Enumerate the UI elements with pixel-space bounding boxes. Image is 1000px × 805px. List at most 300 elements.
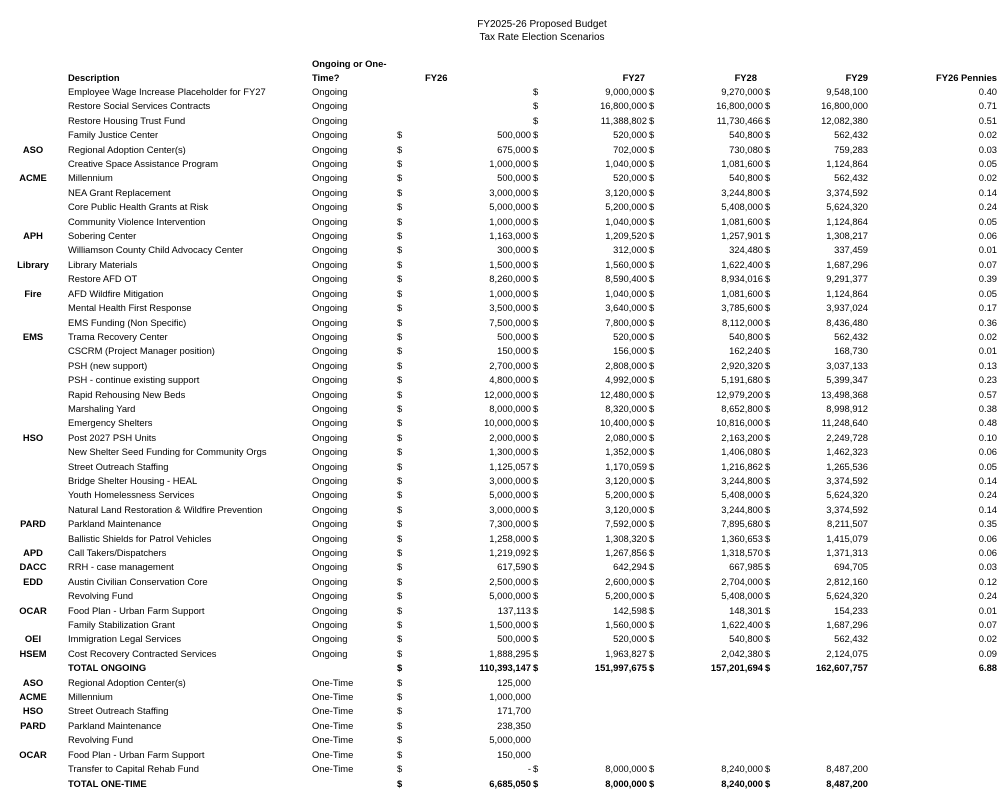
type-cell: Ongoing	[312, 230, 348, 242]
fy27-dollar-sign: $	[533, 86, 539, 97]
fy26-dollar-sign: $	[397, 287, 403, 299]
fy26-dollar-sign: $	[397, 719, 403, 731]
fy29-dollar-sign: $	[765, 518, 771, 530]
fy27-amount	[561, 676, 647, 690]
fy26-amount: 1,300,000	[489, 446, 531, 458]
fy29-amount: 562,432	[834, 330, 868, 342]
fy26-amount: 5,000,000	[489, 201, 531, 213]
header-fy28: FY28	[734, 72, 757, 83]
fy28-dollar-sign: $	[649, 417, 655, 429]
fy28-amount: 1,216,862	[721, 460, 763, 472]
type-cell: One-Time	[312, 748, 354, 760]
fy27-dollar-sign: $	[533, 230, 539, 242]
fy26-dollar-sign: $	[397, 503, 403, 515]
table-row	[0, 128, 1000, 142]
fy27-amount: 8,320,000	[605, 402, 647, 414]
fy29-dollar-sign: $	[765, 489, 771, 501]
type-cell: Ongoing	[312, 402, 348, 414]
fy26-amount	[447, 114, 531, 128]
fy26-dollar-sign: $	[397, 302, 403, 314]
table-row	[0, 85, 1000, 99]
description-cell: Food Plan - Urban Farm Support	[68, 604, 205, 616]
header-fy27: FY27	[622, 72, 645, 83]
fy27-dollar-sign: $	[533, 777, 539, 789]
fy28-dollar-sign: $	[649, 489, 655, 501]
table-row	[0, 575, 1000, 589]
fy27-dollar-sign: $	[533, 474, 539, 486]
fy26-dollar-sign: $	[397, 532, 403, 544]
fy28-dollar-sign	[647, 690, 677, 704]
description-cell: Rapid Rehousing New Beds	[68, 388, 186, 400]
type-cell: Ongoing	[312, 273, 348, 285]
department-cell	[0, 445, 66, 459]
fy26-dollar-sign: $	[397, 201, 403, 213]
fy26-dollar-sign: $	[397, 777, 403, 789]
table-row	[0, 748, 1000, 762]
type-cell: One-Time	[312, 719, 354, 731]
description-cell: Ballistic Shields for Patrol Vehicles	[68, 532, 212, 544]
pennies-cell: 0.14	[978, 503, 997, 515]
fy28-amount: 2,163,200	[721, 431, 763, 443]
type-cell: Ongoing	[312, 446, 348, 458]
fy26-amount: 500,000	[497, 330, 531, 342]
type-cell: Ongoing	[312, 431, 348, 443]
fy26-dollar-sign: $	[397, 590, 403, 602]
department-cell: OCAR	[19, 604, 47, 616]
description-cell: Williamson County Child Advocacy Center	[68, 244, 244, 256]
fy27-amount: 520,000	[613, 633, 647, 645]
fy26-dollar-sign: $	[397, 647, 403, 659]
description-cell: Community Violence Intervention	[68, 215, 206, 227]
department-cell	[0, 488, 66, 502]
fy29-amount	[793, 690, 868, 704]
fy26-dollar-sign: $	[397, 388, 403, 400]
description-cell: Regional Adoption Center(s)	[68, 676, 186, 688]
fy29-amount: 1,687,296	[826, 619, 868, 631]
fy29-amount	[793, 748, 868, 762]
description-cell: Natural Land Restoration & Wildfire Prevention	[68, 503, 263, 515]
type-cell: Ongoing	[312, 100, 348, 112]
type-cell: Ongoing	[312, 302, 348, 314]
fy28-dollar-sign: $	[649, 86, 655, 97]
fy28-amount: 2,704,000	[721, 575, 763, 587]
fy26-amount: 1,500,000	[489, 258, 531, 270]
table-row	[0, 373, 1000, 387]
fy27-dollar-sign: $	[533, 374, 539, 386]
table-row	[0, 171, 1000, 185]
fy27-amount: 1,170,059	[605, 460, 647, 472]
fy26-amount: 1,125,057	[489, 460, 531, 472]
fy27-dollar-sign: $	[533, 186, 539, 198]
description-cell: Family Stabilization Grant	[68, 619, 175, 631]
fy28-amount: 3,244,800	[721, 503, 763, 515]
fy26-amount: 1,000,000	[489, 691, 531, 703]
fy29-dollar-sign	[763, 748, 793, 762]
fy28-dollar-sign	[647, 704, 677, 718]
fy26-amount: 7,500,000	[489, 316, 531, 328]
pennies-cell: 0.05	[978, 287, 997, 299]
fy28-amount: 5,408,000	[721, 201, 763, 213]
fy28-dollar-sign: $	[649, 302, 655, 314]
fy29-amount: 562,432	[834, 172, 868, 184]
department-cell: EMS	[22, 330, 44, 342]
pennies-cell: 0.36	[978, 316, 997, 328]
fy28-dollar-sign: $	[649, 359, 655, 371]
department-cell: EDD	[23, 575, 43, 587]
fy28-amount: 3,785,600	[721, 302, 763, 314]
fy29-amount: 5,624,320	[826, 201, 868, 213]
fy26-dollar-sign: $	[397, 158, 403, 170]
table-row	[0, 719, 1000, 733]
table-row	[0, 243, 1000, 257]
department-cell	[0, 128, 66, 142]
fy29-dollar-sign: $	[765, 86, 771, 97]
fy26-amount: 2,500,000	[489, 575, 531, 587]
fy28-amount: 1,622,400	[721, 258, 763, 270]
table-row	[0, 517, 1000, 531]
fy27-amount: 5,200,000	[605, 489, 647, 501]
fy28-dollar-sign: $	[649, 143, 655, 155]
type-cell: Ongoing	[312, 647, 348, 659]
type-cell: Ongoing	[312, 172, 348, 184]
fy26-dollar-sign	[395, 99, 447, 113]
type-cell: Ongoing	[312, 330, 348, 342]
fy28-dollar-sign: $	[649, 287, 655, 299]
fy29-dollar-sign: $	[765, 100, 771, 112]
table-row	[0, 431, 1000, 445]
fy26-amount: 3,000,000	[489, 503, 531, 515]
page-title	[0, 18, 1000, 44]
fy29-dollar-sign	[763, 704, 793, 718]
fy26-dollar-sign: $	[397, 561, 403, 573]
fy26-amount: 171,700	[497, 705, 531, 717]
fy26-amount: 3,000,000	[489, 186, 531, 198]
department-cell	[0, 316, 66, 330]
fy26-dollar-sign: $	[397, 619, 403, 631]
fy29-dollar-sign: $	[765, 431, 771, 443]
fy26-dollar-sign: $	[397, 129, 403, 141]
fy28-dollar-sign	[647, 676, 677, 690]
fy27-amount: 3,640,000	[605, 302, 647, 314]
department-cell	[0, 85, 66, 99]
fy29-amount: 759,283	[834, 143, 868, 155]
fy29-amount: 162,607,757	[815, 662, 868, 674]
type-cell: One-Time	[312, 734, 354, 746]
fy28-dollar-sign: $	[649, 633, 655, 645]
type-cell: Ongoing	[312, 86, 348, 97]
table-row	[0, 589, 1000, 603]
description-cell: Street Outreach Staffing	[68, 460, 169, 472]
fy26-dollar-sign: $	[397, 575, 403, 587]
department-cell: DACC	[19, 561, 47, 573]
fy29-amount: 3,037,133	[826, 359, 868, 371]
table-row	[0, 532, 1000, 546]
description-cell: Mental Health First Response	[68, 302, 192, 314]
description-cell: Revolving Fund	[68, 590, 134, 602]
description-cell: PSH - continue existing support	[68, 374, 200, 386]
type-cell: Ongoing	[312, 547, 348, 558]
description-cell: RRH - case management	[68, 561, 174, 573]
type-cell: Ongoing	[312, 258, 348, 270]
fy28-dollar-sign: $	[649, 114, 655, 126]
fy26-amount: 617,590	[497, 561, 531, 573]
fy28-amount: 8,240,000	[721, 777, 763, 789]
fy28-amount: 9,270,000	[721, 86, 763, 97]
department-cell	[0, 460, 66, 474]
pennies-cell: 0.05	[978, 158, 997, 170]
fy29-dollar-sign: $	[765, 633, 771, 645]
pennies-cell: 0.35	[978, 518, 997, 530]
type-cell: Ongoing	[312, 359, 348, 371]
type-cell: Ongoing	[312, 489, 348, 501]
table-row	[0, 733, 1000, 747]
fy26-amount: 110,393,147	[479, 662, 531, 674]
pennies-cell: 0.24	[978, 489, 997, 501]
description-cell: PSH (new support)	[68, 359, 148, 371]
table-row	[0, 388, 1000, 402]
table-row	[0, 330, 1000, 344]
fy27-dollar-sign: $	[533, 518, 539, 530]
fy29-dollar-sign: $	[765, 619, 771, 631]
fy28-amount: 540,800	[729, 129, 763, 141]
fy28-amount: 667,985	[729, 561, 763, 573]
type-cell: Ongoing	[312, 316, 348, 328]
description-cell: Employee Wage Increase Placeholder for FY27	[68, 86, 266, 97]
fy28-amount: 148,301	[729, 604, 763, 616]
fy28-dollar-sign: $	[649, 474, 655, 486]
fy28-dollar-sign: $	[649, 129, 655, 141]
fy28-amount: 8,112,000	[721, 316, 763, 328]
department-cell: Library	[17, 258, 49, 270]
fy29-amount: 1,265,536	[826, 460, 868, 472]
department-cell: PARD	[20, 719, 46, 731]
fy29-amount: 1,415,079	[826, 532, 868, 544]
fy29-dollar-sign: $	[765, 503, 771, 515]
fy28-amount: 3,244,800	[721, 186, 763, 198]
fy26-amount: 3,000,000	[489, 474, 531, 486]
title-line-1: FY2025-26 Proposed Budget	[477, 19, 607, 30]
pennies-cell: 0.06	[978, 547, 997, 558]
department-cell: ACME	[19, 691, 47, 703]
pennies-cell: 0.14	[978, 474, 997, 486]
department-cell: PARD	[20, 518, 46, 530]
fy29-dollar-sign: $	[765, 302, 771, 314]
fy27-dollar-sign: $	[533, 330, 539, 342]
department-cell: HSO	[22, 431, 44, 443]
fy27-amount: 1,209,520	[605, 230, 647, 242]
fy27-dollar-sign: $	[533, 417, 539, 429]
fy26-amount: 125,000	[497, 676, 531, 688]
fy29-dollar-sign: $	[765, 186, 771, 198]
type-cell: Ongoing	[312, 417, 348, 429]
table-row	[0, 546, 1000, 560]
pennies-cell: 0.38	[978, 402, 997, 414]
fy29-dollar-sign: $	[765, 547, 771, 558]
description-cell: Regional Adoption Center(s)	[68, 143, 186, 155]
pennies-cell: 0.02	[978, 129, 997, 141]
fy28-amount: 8,652,800	[721, 402, 763, 414]
fy26-amount: 1,219,092	[489, 547, 531, 558]
fy28-dollar-sign: $	[649, 460, 655, 472]
table-row	[0, 316, 1000, 330]
type-cell: Ongoing	[312, 129, 348, 141]
type-cell: Ongoing	[312, 143, 348, 155]
table-row	[0, 632, 1000, 646]
fy29-amount: 2,249,728	[826, 431, 868, 443]
fy27-amount: 3,120,000	[605, 503, 647, 515]
fy28-dollar-sign	[647, 719, 677, 733]
fy28-dollar-sign	[647, 748, 677, 762]
fy26-amount: 2,700,000	[489, 359, 531, 371]
description-cell: Parkland Maintenance	[68, 518, 162, 530]
fy27-amount: 2,808,000	[605, 359, 647, 371]
fy27-dollar-sign: $	[533, 359, 539, 371]
fy28-dollar-sign: $	[649, 258, 655, 270]
fy29-amount: 1,124,864	[826, 287, 868, 299]
fy29-amount: 11,248,640	[821, 417, 868, 429]
pennies-cell: 0.02	[978, 172, 997, 184]
fy29-dollar-sign: $	[765, 388, 771, 400]
department-cell	[0, 99, 66, 113]
table-row	[0, 215, 1000, 229]
fy27-dollar-sign	[531, 719, 561, 733]
description-cell: Call Takers/Dispatchers	[68, 547, 167, 558]
fy26-amount: 675,000	[497, 143, 531, 155]
fy26-amount: 12,000,000	[484, 388, 531, 400]
department-cell	[0, 388, 66, 402]
fy26-amount: 5,000,000	[489, 734, 531, 746]
fy27-dollar-sign: $	[533, 460, 539, 472]
fy29-dollar-sign: $	[765, 604, 771, 616]
fy29-amount: 168,730	[834, 345, 868, 357]
department-cell: ASO	[22, 143, 44, 155]
fy27-amount: 11,388,802	[600, 114, 647, 126]
fy29-amount: 3,374,592	[826, 474, 868, 486]
table-row	[0, 762, 1000, 776]
fy27-dollar-sign: $	[533, 662, 539, 674]
fy26-amount: 3,500,000	[489, 302, 531, 314]
description-cell: Street Outreach Staffing	[68, 705, 169, 717]
fy27-dollar-sign: $	[533, 172, 539, 184]
fy28-amount: 1,318,570	[721, 547, 763, 558]
table-row	[0, 474, 1000, 488]
description-cell: Restore Social Services Contracts	[68, 100, 211, 112]
type-cell: Ongoing	[312, 388, 348, 400]
fy27-dollar-sign: $	[533, 647, 539, 659]
description-cell: EMS Funding (Non Specific)	[68, 316, 187, 328]
fy28-amount: 12,979,200	[716, 388, 763, 400]
table-row	[0, 157, 1000, 171]
table-row	[0, 186, 1000, 200]
fy29-dollar-sign	[763, 690, 793, 704]
table-row	[0, 604, 1000, 618]
fy27-amount	[561, 719, 647, 733]
fy27-dollar-sign: $	[533, 489, 539, 501]
table-row	[0, 344, 1000, 358]
department-cell	[0, 532, 66, 546]
pennies-cell: 0.03	[978, 143, 997, 155]
fy28-amount: 1,406,080	[721, 446, 763, 458]
fy26-dollar-sign: $	[397, 143, 403, 155]
description-cell: Restore AFD OT	[68, 273, 138, 285]
fy29-dollar-sign: $	[765, 561, 771, 573]
type-cell: One-Time	[312, 705, 354, 717]
fy27-amount: 1,040,000	[605, 287, 647, 299]
fy28-dollar-sign: $	[649, 345, 655, 357]
table-row	[0, 143, 1000, 157]
fy28-dollar-sign: $	[649, 503, 655, 515]
department-cell	[0, 359, 66, 373]
fy26-amount: 1,258,000	[489, 532, 531, 544]
fy26-amount: 1,163,000	[489, 230, 531, 242]
fy28-dollar-sign: $	[649, 446, 655, 458]
description-cell: Post 2027 PSH Units	[68, 431, 157, 443]
fy28-dollar-sign: $	[649, 388, 655, 400]
fy26-amount: 1,888,295	[489, 647, 531, 659]
description-cell: Cost Recovery Contracted Services	[68, 647, 217, 659]
fy27-dollar-sign: $	[533, 258, 539, 270]
fy28-dollar-sign: $	[649, 100, 655, 112]
fy29-amount: 2,812,160	[826, 575, 868, 587]
fy28-amount: 8,934,016	[721, 273, 763, 285]
fy28-amount: 10,816,000	[716, 417, 763, 429]
type-cell: Ongoing	[312, 114, 348, 126]
fy26-dollar-sign: $	[397, 489, 403, 501]
fy29-dollar-sign: $	[765, 129, 771, 141]
department-cell: Fire	[24, 287, 42, 299]
fy29-dollar-sign: $	[765, 402, 771, 414]
table-row	[0, 402, 1000, 416]
fy27-dollar-sign: $	[533, 503, 539, 515]
type-cell: Ongoing	[312, 244, 348, 256]
table-row	[0, 200, 1000, 214]
fy26-dollar-sign: $	[397, 705, 403, 717]
pennies-cell	[868, 748, 1000, 762]
fy28-amount	[677, 704, 763, 718]
table-row	[0, 229, 1000, 243]
fy29-dollar-sign: $	[765, 215, 771, 227]
description-cell: Library Materials	[68, 258, 138, 270]
fy28-amount: 5,408,000	[721, 489, 763, 501]
fy27-amount: 8,000,000	[605, 777, 647, 789]
fy26-amount: 300,000	[497, 244, 531, 256]
pennies-cell	[868, 704, 1000, 718]
pennies-cell	[868, 762, 1000, 776]
description-cell: Food Plan - Urban Farm Support	[68, 748, 205, 760]
fy28-dollar-sign: $	[649, 244, 655, 256]
fy26-dollar-sign: $	[397, 547, 403, 558]
department-cell: ASO	[22, 676, 44, 688]
type-cell: Ongoing	[312, 619, 348, 631]
fy29-dollar-sign	[763, 719, 793, 733]
pennies-cell: 0.40	[978, 86, 997, 97]
department-cell	[0, 402, 66, 416]
description-cell: TOTAL ONE-TIME	[68, 777, 147, 789]
fy29-amount: 3,374,592	[826, 186, 868, 198]
pennies-cell: 0.39	[978, 273, 997, 285]
fy26-dollar-sign: $	[397, 402, 403, 414]
fy27-dollar-sign: $	[533, 158, 539, 170]
type-cell: One-Time	[312, 691, 354, 703]
department-cell	[0, 503, 66, 517]
fy27-amount: 1,963,827	[605, 647, 647, 659]
fy28-amount: 162,240	[729, 345, 763, 357]
fy27-amount: 151,997,675	[594, 662, 647, 674]
type-cell: Ongoing	[312, 158, 348, 170]
fy28-dollar-sign: $	[649, 215, 655, 227]
table-row	[0, 416, 1000, 430]
pennies-cell: 0.05	[978, 460, 997, 472]
